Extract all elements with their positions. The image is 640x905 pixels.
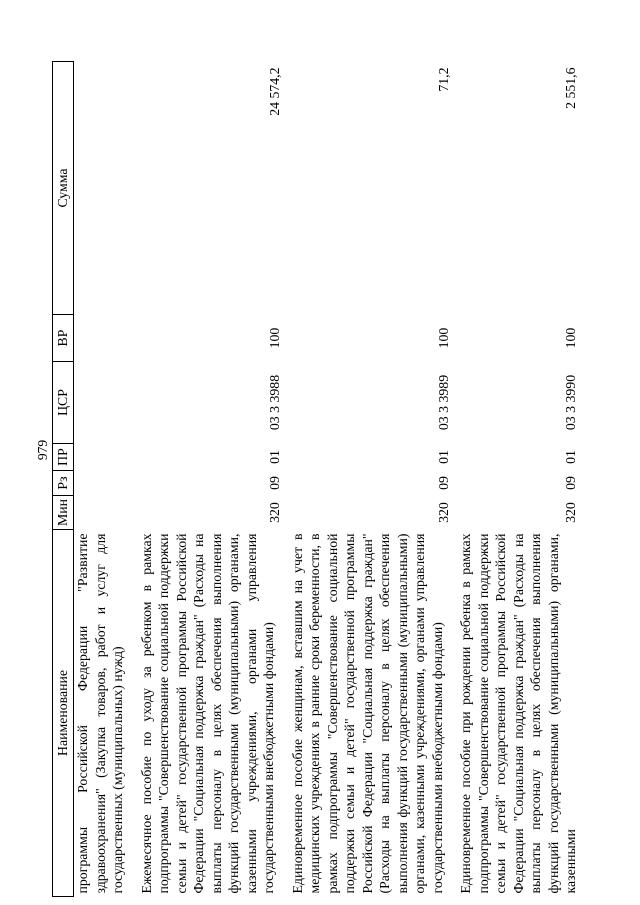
header-rz: Рз <box>53 471 74 496</box>
row-rz: 09 <box>563 476 578 490</box>
row-vr <box>74 315 133 362</box>
header-csr: ЦСР <box>53 362 74 444</box>
table-row <box>452 62 580 897</box>
header-name: Наименование <box>53 530 74 897</box>
rotated-page-content <box>52 62 592 897</box>
header-vr: ВР <box>53 315 74 362</box>
row-min: 320 <box>435 502 451 523</box>
row-vr: 100 <box>563 327 578 349</box>
row-min <box>74 496 133 530</box>
header-pr: ПР <box>53 444 74 471</box>
table-row <box>284 62 453 897</box>
row-csr <box>74 362 133 444</box>
row-name: Ежемесячное пособие по уходу за ребенком в рамках подпрограммы "Совершенствование социальной поддержки семьи и детей" государственной программы Российской Федерации "Социальная поддержка граждан" (Расходы на выплаты персоналу в целях обеспечения выполнения функций государственными (муниципальными) органами, казенными учреждениями, органами управления государственными внебюджетными фондами) <box>138 533 276 894</box>
row-pr: 01 <box>563 450 578 464</box>
row-sum <box>74 62 133 315</box>
page-number: 979 <box>35 439 50 461</box>
row-rz: 09 <box>435 476 451 490</box>
header-min: Мин <box>53 496 74 530</box>
row-rz <box>74 471 133 496</box>
row-pr <box>74 444 133 471</box>
row-name: программы Российской Федерации "Развитие здравоохранения" (Закупка товаров, работ и услуг для государственных (муниципальных) нужд) <box>75 533 125 894</box>
table-row <box>133 62 284 897</box>
row-name: Единовременное пособие при рождении ребенка в рамках подпрограммы "Совершенствование социальной поддержки семьи и детей" государственной программы Российской Федерации "Социальная поддержка граждан" (Расходы на выплаты персоналу в целях обеспечения выполнения функций государственными (муниципальными) органами, казенными <box>458 533 578 894</box>
row-name: Единовременное пособие женщинам, вставшим на учет в медицинских учреждениях в ранние сроки беременности, в рамках подпрограммы "Совершенствование социальной поддержки семьи и детей" государственной программы Российской Федерации "Социальная поддержка граждан" (Расходы на выплаты персоналу в целях обеспечения выполнения функций государственными (муниципальными) органами, казенными учреждениями, органами управления государственными внебюджетными фондами) <box>289 533 445 894</box>
row-vr: 100 <box>435 327 451 349</box>
row-rz: 09 <box>267 476 282 490</box>
row-sum: 71,2 <box>435 67 451 92</box>
table-row <box>74 62 133 897</box>
row-sum: 24 574,2 <box>267 67 282 116</box>
row-pr: 01 <box>267 450 282 464</box>
header-sum: Сумма <box>53 62 74 315</box>
row-min: 320 <box>563 502 578 523</box>
row-csr: 03 3 3989 <box>435 374 451 431</box>
budget-table <box>52 61 580 897</box>
row-vr: 100 <box>267 327 282 349</box>
row-csr: 03 3 3988 <box>267 374 282 431</box>
table-header-row <box>53 62 74 897</box>
row-min: 320 <box>267 502 282 523</box>
row-pr: 01 <box>435 450 451 464</box>
row-csr: 03 3 3990 <box>563 374 578 431</box>
row-sum: 2 551,6 <box>563 67 578 109</box>
